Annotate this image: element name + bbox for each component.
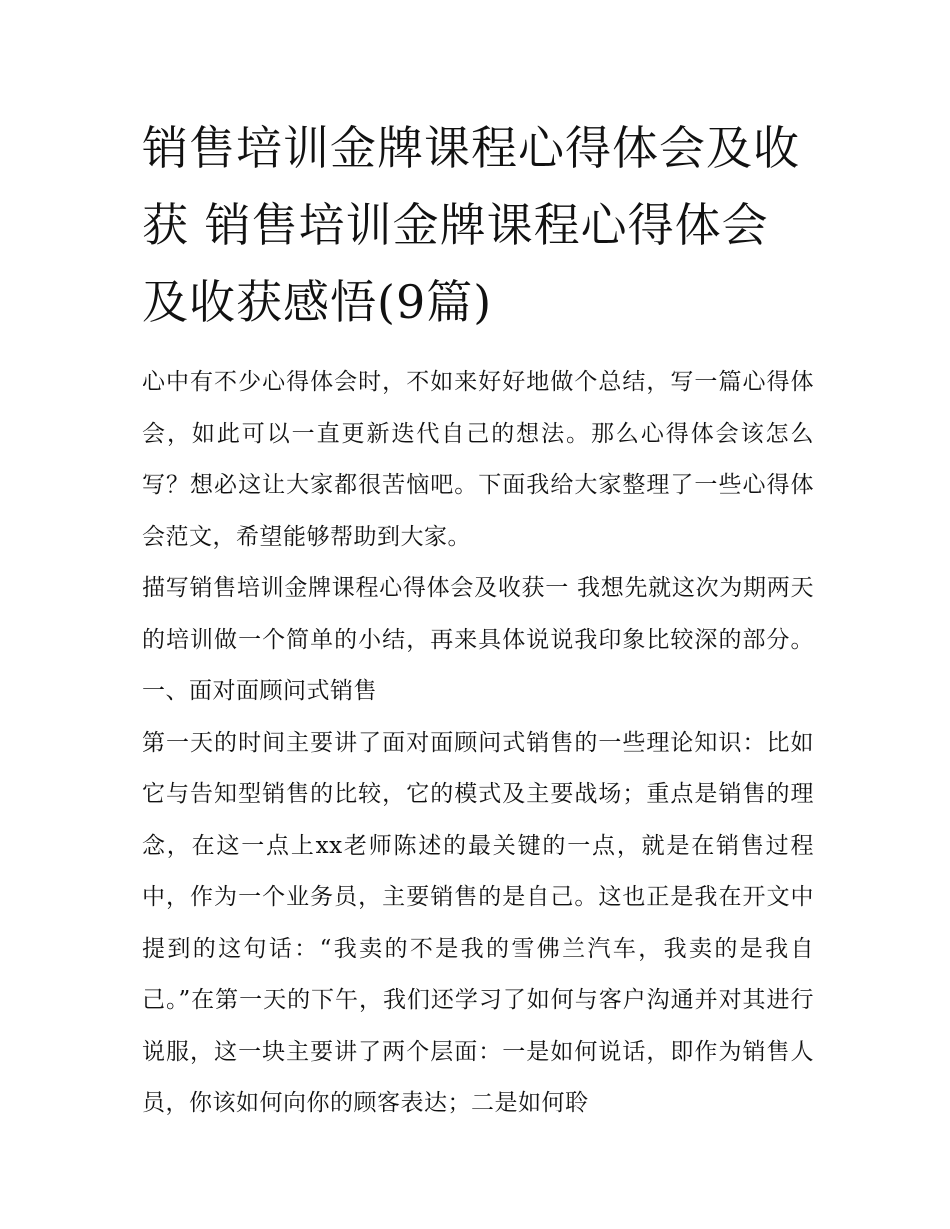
paragraph-intro: 心中有不少心得体会时，不如来好好地做个总结，写一篇心得体会，如此可以一直更新迭代自己的想法。那么心得体会该怎么写？想必这让大家都很苦恼吧。下面我给大家整理了一些心得体会范文，希望能够帮助到大家。 [142, 369, 814, 550]
document-body [142, 357, 814, 1130]
document-title: 销售培训金牌课程心得体会及收获 销售培训金牌课程心得体会及收获感悟(9篇) [142, 121, 800, 329]
paragraph-section-one: 描写销售培训金牌课程心得体会及收获一 我想先就这次为期两天的培训做一个简单的小结，再来具体说说我印象比较深的部分。 一、面对面顾问式销售 [142, 575, 814, 704]
paragraph-day-one: 第一天的时间主要讲了面对面顾问式销售的一些理论知识：比如它与告知型销售的比较，它的模式及主要战场；重点是销售的理念，在这一点上xx老师陈述的最关键的一点，就是在销售过程中，作为一个业务员，主要销售的是自己。这也正是我在开文中提到的这句话：“我卖的不是我的雪佛兰汽车，我卖的是我自己。”在第一天的下午，我们还学习了如何与客户沟通并对其进行说服，这一块主要讲了两个层面：一是如何说话，即作为销售人员，你该如何向你的顾客表达；二是如何聆 [142, 729, 814, 1116]
document-page [142, 110, 814, 1130]
